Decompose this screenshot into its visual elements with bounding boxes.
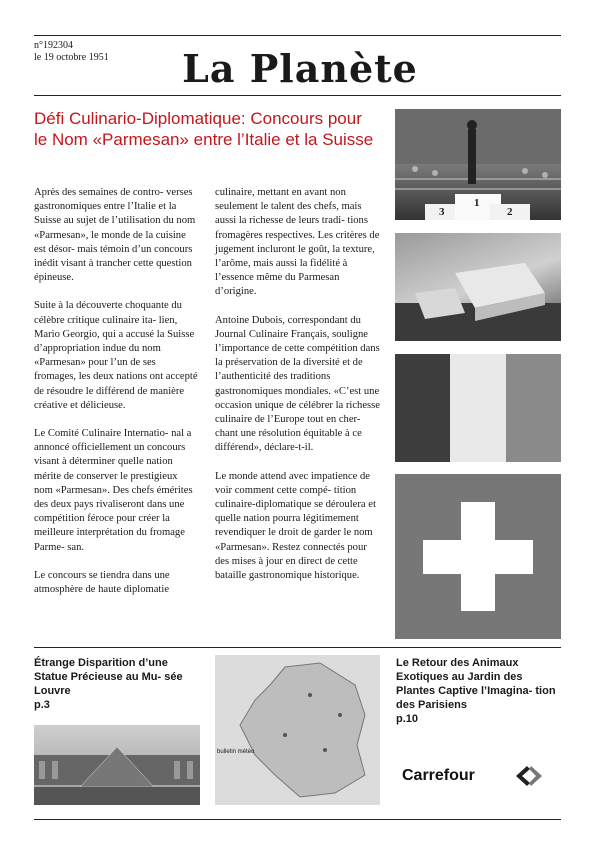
podium-number-1: 1	[474, 197, 480, 209]
teaser-jardin-title: Le Retour des Animaux Exotiques au Jardin des Plantes Captive l’Imagina- tion des Parisiens	[396, 657, 556, 711]
boxing-podium-photo	[395, 109, 561, 220]
carrefour-advert	[402, 764, 562, 790]
article-column-1	[34, 186, 199, 611]
flag-stripe-middle	[450, 354, 505, 462]
map-caption: bulletin météo	[217, 749, 255, 755]
footer-rule	[34, 819, 561, 820]
swiss-flag	[395, 474, 561, 639]
france-map-illustration	[215, 655, 380, 805]
flag-stripe-right	[506, 354, 561, 462]
parmesan-cheese-photo	[395, 233, 561, 341]
paragraph: Suite à la découverte choquante du célèbre critique culinaire ita- lien, Mario Georgio, qui a accusé la Suisse d’appropriation indue du nom «Parmesan» pour l’un de ses fromages, les deux nations ont accepté de résoudre le différend de manière créative et délicieuse.	[34, 300, 198, 411]
bottom-rule	[34, 647, 561, 648]
paragraph: Le monde attend avec impatience de voir comment cette compé- tition culinaire-diplomatique se déroulera et quelle nation pourra légitimement revendiquer le droit de garder le nom «Parmesan». Restez connectés pour des mises à jour en direct de cette bataille gastronomique historique.	[215, 470, 376, 582]
issue-date: le 19 octobre 1951	[34, 52, 109, 63]
italian-flag	[395, 354, 561, 462]
podium-number-2: 2	[507, 206, 513, 218]
top-rule	[34, 35, 561, 36]
carrefour-logo-icon	[512, 764, 546, 788]
cross-horizontal	[423, 540, 533, 574]
article-column-2	[215, 186, 380, 597]
issue-number: n°192304	[34, 40, 73, 51]
masthead-rule	[34, 95, 561, 96]
cheese-illustration	[395, 233, 561, 341]
issue-info	[34, 40, 109, 64]
paragraph: Le Comité Culinaire Internatio- nal a annoncé officiellement un concours visant à déterminer quelle nation mérite de conserver le prestigieux nom «Parmesan». Des chefs émérites des deux pays rivaliseront dans une compétition féroce pour créer la meilleure interprétation du fromage Parme- san.	[34, 428, 193, 553]
louvre-pyramid-photo	[34, 725, 200, 805]
flag-stripe-left	[395, 354, 450, 462]
teaser-jardin	[396, 656, 561, 726]
podium-number-3: 3	[439, 206, 445, 218]
carrefour-logo-text: Carrefour	[402, 767, 475, 784]
paragraph: Antoine Dubois, correspondant du Journal Culinaire Français, souligne l’importance de cette compétition dans la préservation de la diversité et de l’authenticité des traditions gastronomiques mondiales. «C’est une occasion unique de célébrer la richesse culinaire de l’Europe tout en cher- chant une résolution équitable à ce différend», déclare-t-il.	[215, 314, 381, 454]
paragraph: culinaire, mettant en avant non seulement le talent des chefs, mais aussi la richesse de leurs tradi- tions fromagères respectives. Les critères de jugement incluront le goût, la texture, l’arôme, mais aussi la fidélité à l’essence même du Parmesan d’origine.	[215, 187, 380, 298]
france-weather-map	[215, 655, 380, 805]
teaser-louvre	[34, 656, 199, 712]
masthead-title: La Planète	[182, 46, 418, 91]
louvre-illustration	[34, 725, 200, 805]
paragraph: Après des semaines de contro- verses gastronomiques entre l’Italie et la Suisse au sujet de l’utilisation du nom «Parmesan», le monde de la cuisine est désor- mais témoin d’un concours inédit visant à trancher cette question épineuse.	[34, 187, 196, 284]
teaser-louvre-title: Étrange Disparition d’une Statue Précieuse au Mu- sée Louvre	[34, 657, 183, 697]
teaser-louvre-page: p.3	[34, 699, 50, 711]
paragraph: Le concours se tiendra dans une atmosphère de haute diplomatie	[34, 569, 170, 596]
teaser-jardin-page: p.10	[396, 713, 419, 725]
article-headline: Défi Culinario-Diplomatique: Concours pour le Nom «Parmesan» entre l’Italie et la Suisse	[34, 109, 374, 149]
